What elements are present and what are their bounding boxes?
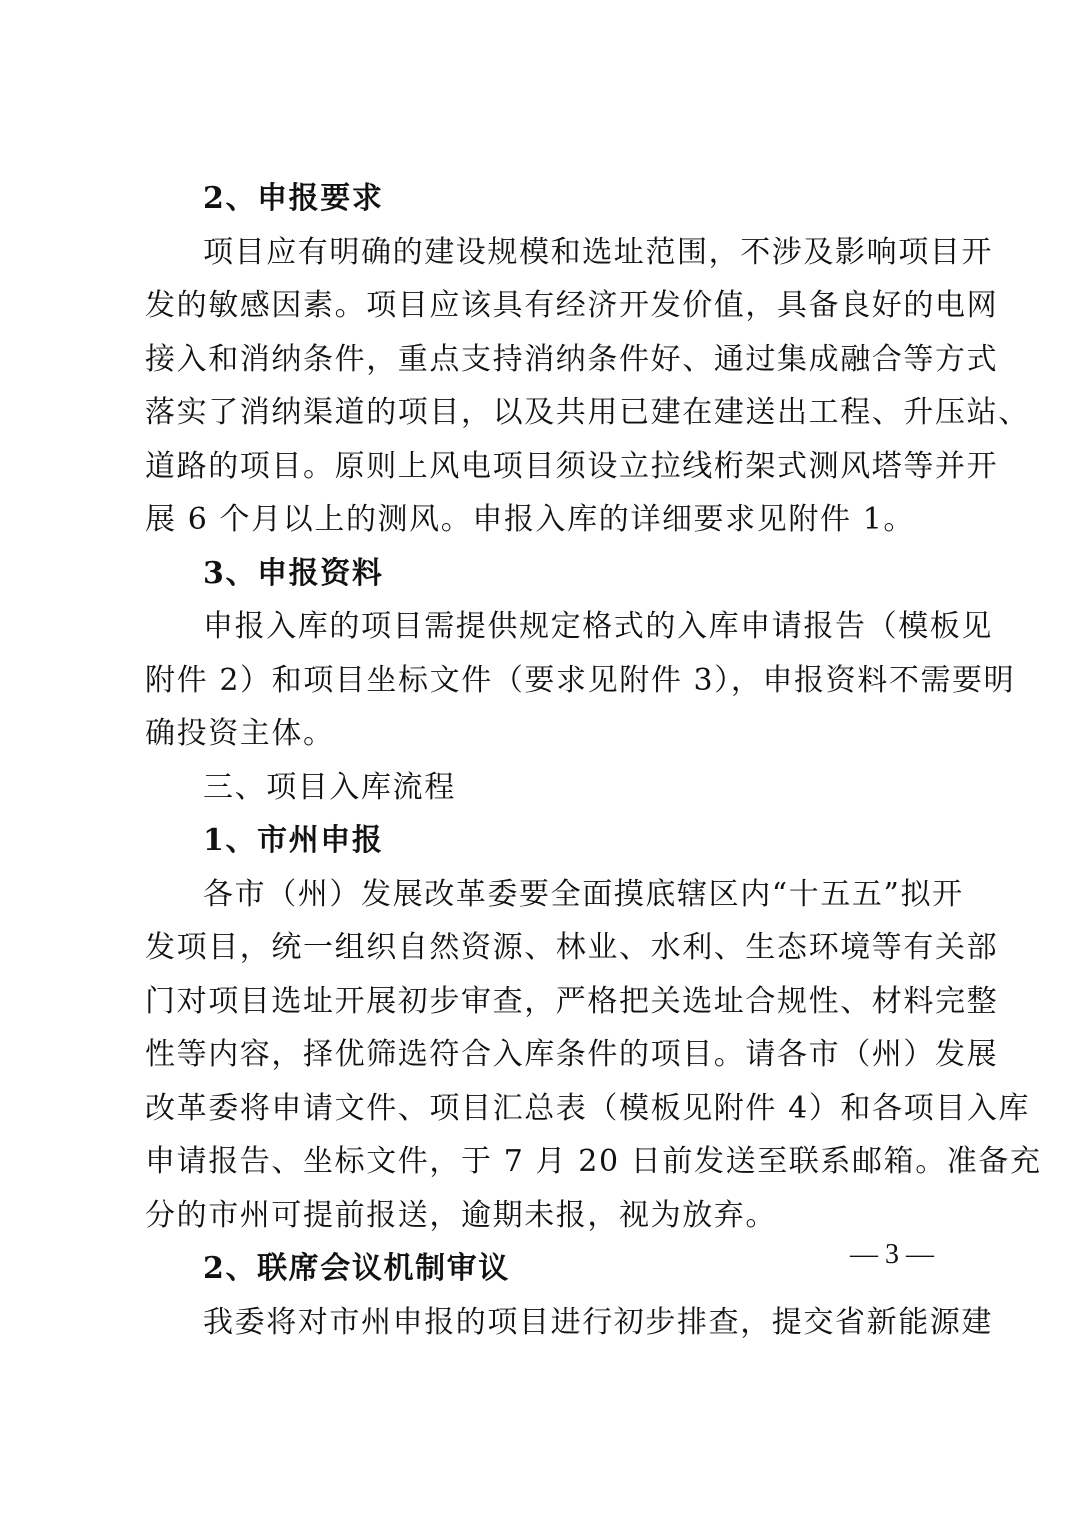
mat-p1-l1: 申报入库的项目需提供规定格式的入库申请报告（模板见	[203, 609, 993, 644]
req-p1-l2: 发的敏感因素。项目应该具有经济开发价值，具备良好的电网	[145, 288, 999, 323]
req-p1-l1: 项目应有明确的建设规模和选址范围，不涉及影响项目开	[203, 234, 993, 270]
heading-city-prefecture-declaration: 1、市州申报	[203, 823, 384, 858]
joint-p1-l1: 我委将对市州申报的项目进行初步排查，提交省新能源建	[203, 1304, 993, 1340]
city-p1-l6: 申请报告、坐标文件，于 7 月 20 日前发送至联系邮箱。准备充	[145, 1144, 1042, 1179]
heading-application-materials: 3、申报资料	[203, 555, 384, 591]
req-p1-l4: 落实了消纳渠道的项目，以及共用已建在建送出工程、升压站、	[145, 395, 1030, 430]
req-p1-l5: 道路的项目。原则上风电项目须设立拉线桁架式测风塔等并开	[145, 448, 999, 484]
heading-application-requirements: 2、申报要求	[203, 181, 384, 216]
req-p1-l6: 展 6 个月以上的测风。申报入库的详细要求见附件 1。	[145, 502, 915, 537]
document-body	[145, 172, 1042, 1349]
city-p1-l7: 分的市州可提前报送，逾期未报，视为放弃。	[145, 1197, 777, 1233]
city-p1-l4: 性等内容，择优筛选符合入库条件的项目。请各市（州）发展	[145, 1037, 999, 1072]
page-number: — 3 —	[850, 1239, 934, 1270]
city-p1-l3: 门对项目选址开展初步审查，严格把关选址合规性、材料完整	[145, 983, 999, 1019]
section-project-entry-process: 三、项目入库流程	[203, 769, 456, 805]
city-p1-l1: 各市（州）发展改革委要全面摸底辖区内“十五五”拟开	[203, 876, 964, 912]
city-p1-l5: 改革委将申请文件、项目汇总表（模板见附件 4）和各项目入库	[145, 1090, 1031, 1126]
mat-p1-l3: 确投资主体。	[145, 716, 335, 751]
req-p1-l3: 接入和消纳条件，重点支持消纳条件好、通过集成融合等方式	[145, 341, 999, 377]
heading-joint-meeting-review: 2、联席会议机制审议	[203, 1251, 510, 1286]
mat-p1-l2: 附件 2）和项目坐标文件（要求见附件 3），申报资料不需要明	[145, 662, 1016, 698]
city-p1-l2: 发项目，统一组织自然资源、林业、水利、生态环境等有关部	[145, 930, 999, 965]
